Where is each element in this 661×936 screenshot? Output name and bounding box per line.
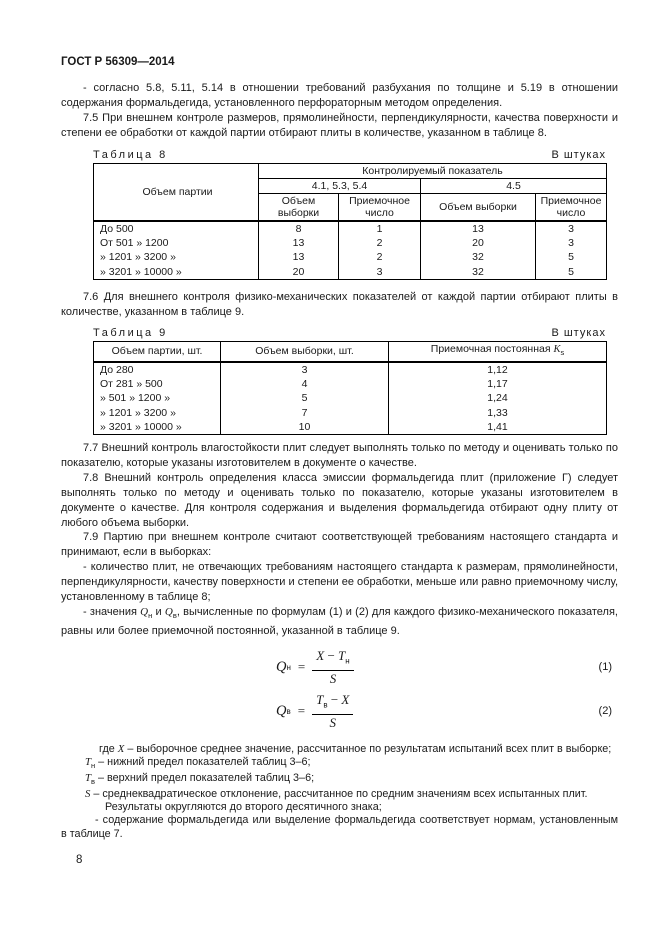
table8-cell: 13 xyxy=(259,250,339,265)
paragraph-7-5: 7.5 При внешнем контроле размеров, прямолинейности, перпендикулярности, качества поверхности и степени ее обработки от каждой партии отбирают плиты в количестве, указанном в таблице 8. xyxy=(61,111,618,139)
table8-cell: 20 xyxy=(259,265,339,280)
formula-2 xyxy=(276,689,353,733)
table8-header-subgroup2: 4.5 xyxy=(421,178,607,193)
q-lower-symbol: Q xyxy=(140,606,149,618)
s-symbol: S xyxy=(85,788,91,801)
x-symbol: X xyxy=(341,692,350,708)
table9-cell: 1,24 xyxy=(389,391,607,406)
table8-caption-row xyxy=(93,149,606,161)
x-symbol: X xyxy=(117,743,125,755)
table8-row xyxy=(94,221,607,236)
table8-cell: 20 xyxy=(421,236,536,251)
formula-2-lhs-sub: в xyxy=(286,706,291,716)
formula-2-denominator: S xyxy=(329,714,336,730)
table8-row xyxy=(94,250,607,265)
table8-header xyxy=(94,163,607,221)
table9-cell: 1,17 xyxy=(389,377,607,392)
table9-cell: » 1201 » 3200 » xyxy=(94,406,221,421)
minus-sign: − xyxy=(327,692,342,708)
q-upper-subscript: в xyxy=(172,611,177,621)
table8-cell: 3 xyxy=(536,221,607,236)
where-line-s-text: – среднеквадратическое отклонение, рассчитанное по средним значениям всех испытанных плит. xyxy=(90,788,588,801)
minus-sign: − xyxy=(324,648,339,664)
table9-cell: 5 xyxy=(221,391,389,406)
t-symbol: T xyxy=(85,772,92,785)
where-line-x xyxy=(61,743,618,756)
equals-sign: = xyxy=(297,659,306,674)
table8-row xyxy=(94,265,607,280)
paragraph-soglasno: - согласно 5.8, 5.11, 5.14 в отношении требований разбухания по толщине и 5.19 в отношении содержания формальдегида, установленного перфораторным методом определения. xyxy=(61,82,618,109)
paragraph-7-7: 7.7 Внешний контроль влагостойкости плит следует выполнять только по методу и оценивать только по показателю, которые указаны изготовителем в документе о качестве. xyxy=(61,442,618,469)
table8-header-subgroup1: 4.1, 5.3, 5.4 xyxy=(259,178,421,193)
table8-cell: До 500 xyxy=(94,221,259,236)
equals-sign: = xyxy=(297,703,306,718)
table8-cell: 5 xyxy=(536,265,607,280)
table9-cell: 1,33 xyxy=(389,406,607,421)
where-line-tv-text: – верхний предел показателей таблиц 3–6; xyxy=(95,772,315,785)
table9-header xyxy=(94,342,607,362)
table9-row xyxy=(94,406,607,421)
table8-header-accept-1: Приемочное число xyxy=(339,193,421,221)
formula-1-fraction xyxy=(312,649,353,685)
table8-cell: От 501 » 1200 xyxy=(94,236,259,251)
table8-cell: 32 xyxy=(421,250,536,265)
table8-cell: » 1201 » 3200 » xyxy=(94,250,259,265)
table8 xyxy=(93,163,607,280)
paragraph-bullet-values xyxy=(61,605,618,639)
table8-units: В штуках xyxy=(551,148,606,161)
formula-1-lhs-sub: н xyxy=(286,662,291,672)
table9-cell: 3 xyxy=(221,362,389,377)
page-number: 8 xyxy=(76,854,83,866)
x-symbol: X xyxy=(316,648,325,664)
table8-header-party: Объем партии xyxy=(94,163,259,221)
formula-2-lhs: Q xyxy=(276,702,287,719)
where-line-tn-text: – нижний предел показателей таблиц 3–6; xyxy=(95,756,311,768)
table8-cell: 32 xyxy=(421,265,536,280)
table9-row xyxy=(94,362,607,377)
table8-body xyxy=(94,221,607,280)
t-symbol: T xyxy=(85,756,92,768)
table8-cell: 2 xyxy=(339,236,421,251)
paragraph-7-6: 7.6 Для внешнего контроля физико-механических показателей от каждой партии отбирают плиты в количестве, указанном в таблице 9. xyxy=(61,290,618,318)
t-subscript: в xyxy=(323,700,328,710)
formula-2-numerator xyxy=(312,693,353,715)
paragraph-bullet-quantity: - количество плит, не отвечающих требованиям настоящего стандарта к размерам, прямолинейности, перпендикулярности, качеству поверхности и степени ее обработки, меньше или равно приемочному числу, установленному в таблице 8; xyxy=(61,561,618,604)
q-lower-subscript: н xyxy=(148,611,153,621)
table8-cell: » 3201 » 10000 » xyxy=(94,265,259,280)
table8-cell: 1 xyxy=(339,221,421,236)
table8-cell: 8 xyxy=(259,221,339,236)
page-content xyxy=(61,56,618,841)
bullet-values-text-3: , вычисленные по формулам (1) и (2) для каждого физико-механического показателя, равны или более приемочной постоянной, указанной в таблице 9. xyxy=(61,606,618,638)
k-subscript: s xyxy=(560,348,565,358)
where-definitions xyxy=(61,743,618,841)
paragraph-bullet-formaldehyde: - содержание формальдегида или выделение формальдегида соответствует нормам, установленным в таблице 7. xyxy=(61,814,618,840)
formula-1-denominator: S xyxy=(329,670,337,686)
table9-cell: » 501 » 1200 » xyxy=(94,391,221,406)
table9-header-sample: Объем выборки, шт. xyxy=(221,342,389,362)
where-line-s xyxy=(61,788,618,801)
t-symbol: T xyxy=(316,692,324,708)
where-line-x-text: – выборочное среднее значение, рассчитанное по результатам испытаний всех плит в выборке; xyxy=(124,743,612,755)
table9-cell: От 281 » 500 xyxy=(94,377,221,392)
t-subscript: н xyxy=(91,761,96,771)
where-line-tn xyxy=(61,756,618,772)
formula-1-row xyxy=(61,645,618,689)
paragraph-7-9: 7.9 Партию при внешнем контроле считают соответствующей требованиям настоящего стандарта и принимают, если в выборках: xyxy=(61,531,618,559)
table8-header-sample-1: Объем выборки xyxy=(259,193,339,221)
formula-2-number: (2) xyxy=(598,705,612,717)
where-line-tv xyxy=(61,772,618,788)
table9-row xyxy=(94,377,607,392)
table9-caption: Таблица 9 xyxy=(93,327,168,340)
table9-row xyxy=(94,420,607,435)
formula-1-lhs: Q xyxy=(276,658,287,675)
table8-cell: 13 xyxy=(421,221,536,236)
bullet-values-text-1: - значения xyxy=(83,606,141,618)
table9-header-party: Объем партии, шт. xyxy=(94,342,221,362)
table8-cell: 3 xyxy=(339,265,421,280)
bullet-values-text-2: и xyxy=(152,606,165,618)
table8-header-group: Контролируемый показатель xyxy=(259,163,607,178)
page-title: ГОСТ Р 56309—2014 xyxy=(61,56,175,68)
table9-cell: 10 xyxy=(221,420,389,435)
table9-units: В штуках xyxy=(551,327,606,340)
formula-1-numerator xyxy=(312,649,353,671)
q-upper-symbol: Q xyxy=(164,606,173,618)
t-symbol: T xyxy=(338,648,346,664)
table8-cell: 3 xyxy=(536,236,607,251)
formula-1-number: (1) xyxy=(598,661,612,673)
paragraph-7-8: 7.8 Внешний контроль определения класса эмиссии формальдегида плит (приложение Г) следует выполнять только по методу и оценивать только по показателю, которые указаны изготовителем в документе о качестве. Для контроля содержания и выделения формальдегида отбирают одну плиту от любого объема выборки. xyxy=(61,471,618,529)
table9-row xyxy=(94,391,607,406)
t-subscript: н xyxy=(345,656,350,666)
table8-header-sample-2: Объем выборки xyxy=(421,193,536,221)
table9-header-constant xyxy=(389,342,607,362)
table8-cell: 2 xyxy=(339,250,421,265)
table9-cell: 1,41 xyxy=(389,420,607,435)
table9 xyxy=(93,341,607,435)
table9-cell: » 3201 » 10000 » xyxy=(94,420,221,435)
table9-cell: До 280 xyxy=(94,362,221,377)
k-symbol: K xyxy=(553,344,561,356)
table8-caption: Таблица 8 xyxy=(93,148,168,161)
table8-cell: 13 xyxy=(259,236,339,251)
formula-2-row xyxy=(61,689,618,733)
where-prefix: где xyxy=(99,743,118,755)
table8-header-accept-2: Приемочное число xyxy=(536,193,607,221)
table9-cell: 1,12 xyxy=(389,362,607,377)
table8-cell: 5 xyxy=(536,250,607,265)
table8-row xyxy=(94,236,607,251)
table9-cell: 4 xyxy=(221,377,389,392)
table9-body xyxy=(94,362,607,435)
formula-1 xyxy=(276,645,354,689)
where-line-rounding: Результаты округляются до второго десятичного знака; xyxy=(105,801,382,814)
formula-2-fraction xyxy=(312,693,353,729)
table9-header-constant-text: Приемочная постоянная xyxy=(430,343,554,356)
table9-cell: 7 xyxy=(221,406,389,421)
t-subscript: в xyxy=(91,777,95,787)
table9-caption-row xyxy=(93,327,606,339)
